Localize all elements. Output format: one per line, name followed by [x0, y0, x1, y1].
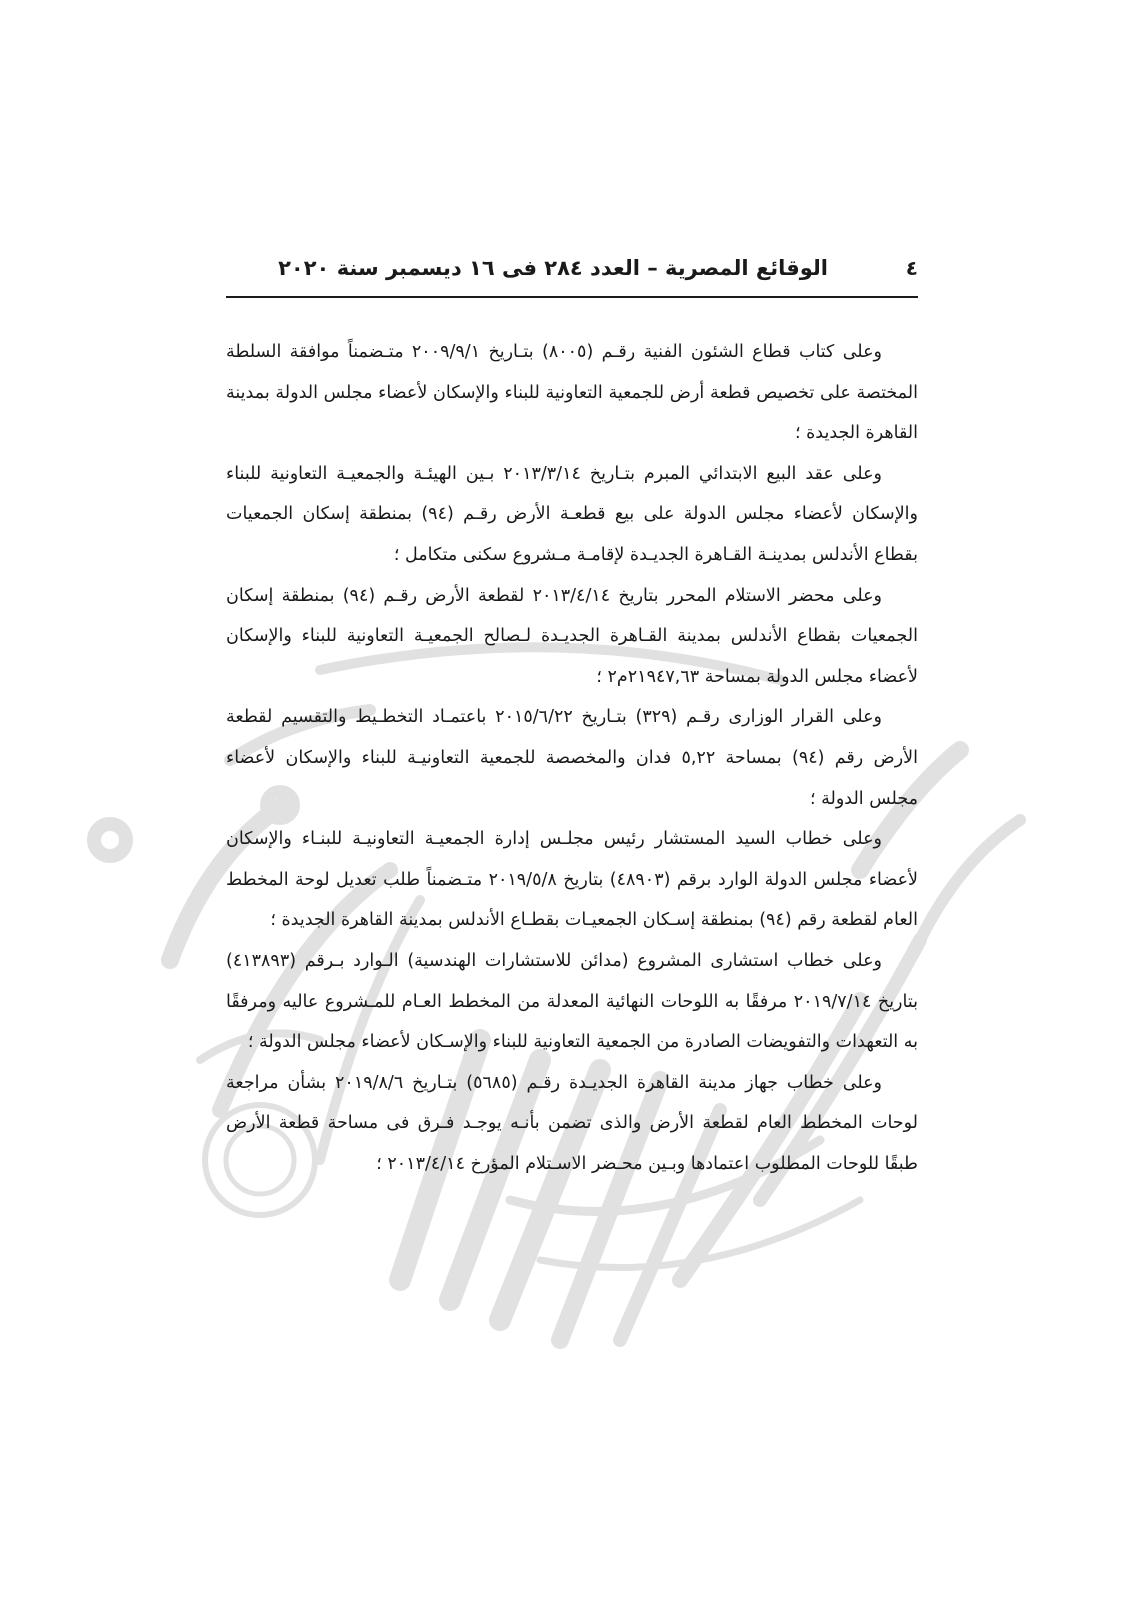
paragraph: وعلى خطاب جهاز مدينة القاهرة الجديـدة رقـم (٥٦٨٥) بتـاريخ ٢٠١٩/٨/٦ بشأن مراجعة لوحات المخطط العام لقطعة الأرض والذى تضمن بأنـه يوجـد فـرق فى مساحة قطعة الأرض طبقًا للوحات المطلوب اعتمادها وبـين محـضر الاسـتلام المؤرخ ٢٠١٣/٤/١٤ ؛	[226, 1072, 918, 1174]
paragraph: وعلى كتاب قطاع الشئون الفنية رقـم (٨٠٠٥) بتـاريخ ٢٠٠٩/٩/١ متـضمناً موافقة السلطة المختصة على تخصيص قطعة أرض للجمعية التعاونية للبناء والإسكان لأعضاء مجلس الدولة بمدينة القاهرة الجديدة ؛	[226, 342, 918, 444]
header-rule	[226, 296, 918, 298]
page-number: ٤	[905, 256, 918, 280]
paragraph: وعلى خطاب السيد المستشار رئيس مجلـس إدارة الجمعيـة التعاونيـة للبنـاء والإسكان لأعضاء مجلس الدولة الوارد برقم (٤٨٩٠٣) بتاريخ ٢٠١٩/٥/٨ متـضمناً طلب تعديل لوحة المخطط العام لقطعة رقم (٩٤) بمنطقة إسـكان الجمعيـات بقطـاع الأندلس بمدينة القاهرة الجديدة ؛	[226, 829, 918, 931]
paragraph: وعلى عقد البيع الابتدائي المبرم بتـاريخ ٢٠١٣/٣/١٤ بـين الهيئـة والجمعيـة التعاونية للبناء والإسكان لأعضاء مجلس الدولة على بيع قطعـة الأرض رقـم (٩٤) بمنطقة إسكان الجمعيات بقطاع الأندلس بمدينـة القـاهرة الجديـدة لإقامـة مـشروع سكنى متكامل ؛	[226, 463, 918, 565]
paragraph: وعلى محضر الاستلام المحرر بتاريخ ٢٠١٣/٤/١٤ لقطعة الأرض رقـم (٩٤) بمنطقة إسكان الجمعيات بقطاع الأندلس بمدينة القـاهرة الجديـدة لـصالح الجمعيـة التعاونية للبناء والإسكان لأعضاء مجلس الدولة بمساحة ٢١٩٤٧,٦٣م٢ ؛	[226, 585, 918, 687]
paragraph: وعلى القرار الوزارى رقـم (٣٢٩) بتـاريخ ٢٠١٥/٦/٢٢ باعتمـاد التخطـيط والتقسيم لقطعة الأرض رقم (٩٤) بمساحة ٥,٢٢ فدان والمخصصة للجمعية التعاونيـة للبناء والإسكان لأعضاء مجلس الدولة ؛	[226, 707, 919, 809]
paragraph: وعلى خطاب استشارى المشروع (مدائن للاستشارات الهندسية) الـوارد بـرقم (٤١٣٨٩٣) بتاريخ ٢٠١٩/٧/١٤ مرفقًا به اللوحات النهائية المعدلة من المخطط العـام للمـشروع عاليه ومرفقًا به التعهدات والتفويضات الصادرة من الجمعية التعاونية للبناء والإسـكان لأعضاء مجلس الدولة ؛	[226, 950, 918, 1053]
running-title: الوقائع المصرية – العدد ٢٨٤ فى ١٦ ديسمبر سنة ٢٠٢٠	[278, 256, 828, 280]
body-text	[226, 332, 918, 1184]
page-header	[226, 252, 918, 292]
